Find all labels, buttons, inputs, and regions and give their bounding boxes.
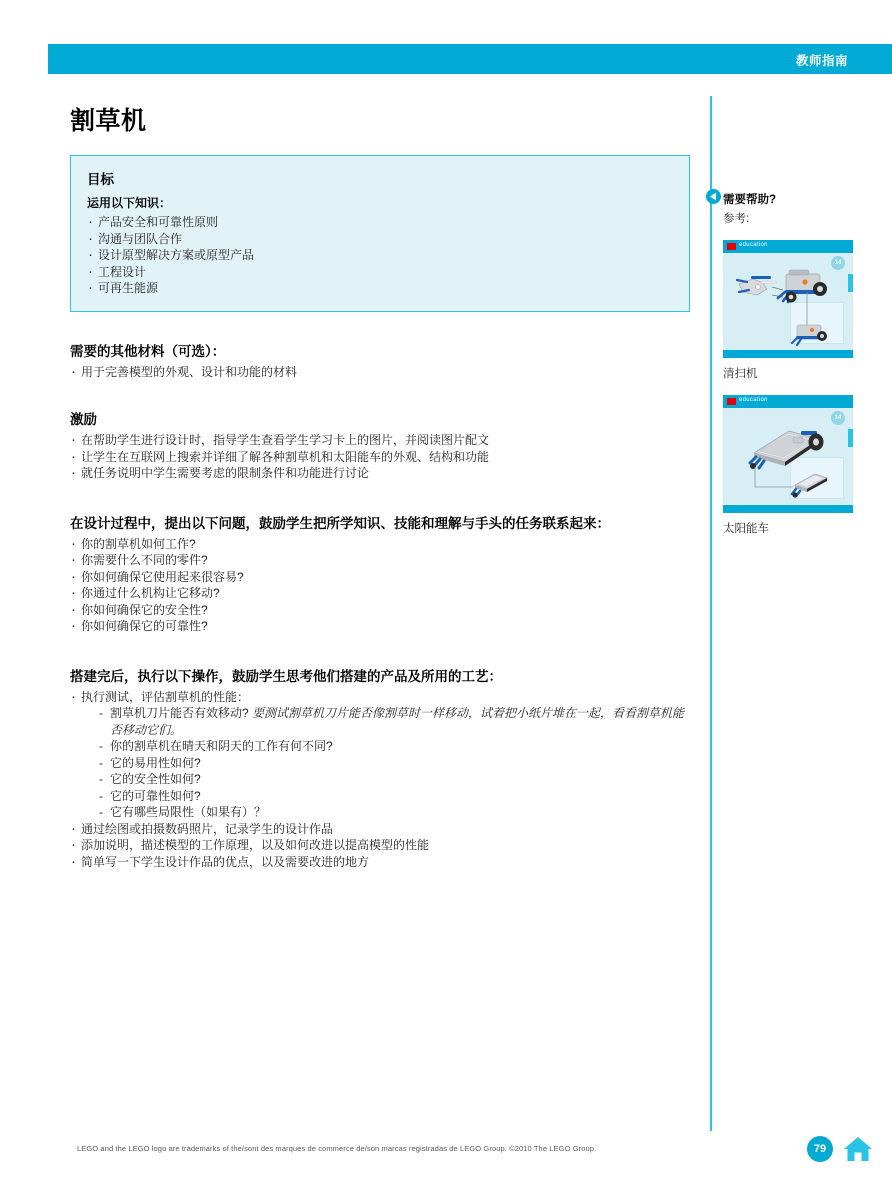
- solar-car-model-illustration: [723, 395, 853, 513]
- list-item: · 就任务说明中学生需要考虑的限制条件和功能进行讨论: [70, 465, 690, 482]
- sub-item-note: 要测试割草机刀片能否像割草时一样移动，试着把小纸片堆在一起，看看割草机能否移动它们。: [110, 706, 685, 737]
- play-arrow-icon: [706, 189, 721, 204]
- section-heading: 激励: [70, 412, 97, 427]
- section-after-building: [70, 667, 690, 871]
- home-icon[interactable]: [843, 1134, 873, 1164]
- list-item: · 你如何确保它使用起来很容易?: [70, 569, 690, 586]
- objective-heading: 目标: [87, 172, 114, 187]
- list-item: · 在帮助学生进行设计时，指导学生查看学生学习卡上的图片，并阅读图片配文: [70, 432, 690, 449]
- thumbnail-brand: education: [739, 242, 768, 248]
- section-list: [70, 364, 690, 381]
- list-item: · 你如何确保它的安全性?: [70, 602, 690, 619]
- list-item: - 它的易用性如何?: [99, 755, 690, 772]
- list-item: · 你的割草机如何工作?: [70, 536, 690, 553]
- objective-subheading: 运用以下知识：: [87, 196, 172, 210]
- section-heading: 在设计过程中，提出以下问题，鼓励学生把所学知识、技能和理解与手头的任务联系起来：: [70, 515, 610, 531]
- sweeper-model-illustration: [723, 240, 853, 358]
- list-item: [70, 689, 690, 821]
- header-band: [48, 44, 892, 74]
- list-item: - 你的割草机在晴天和阴天的工作有何不同?: [99, 738, 690, 755]
- section-additional-materials: [70, 342, 690, 381]
- thumbnail-bottom-bar: [723, 350, 853, 358]
- header-title: 教师指南: [795, 54, 848, 68]
- list-item: · 产品安全和可靠性原则: [87, 214, 673, 231]
- page-title: 割草机: [70, 107, 147, 135]
- list-item: · 你如何确保它的可靠性?: [70, 618, 690, 635]
- thumbnail-step-badge: 14: [831, 256, 845, 270]
- list-item: · 沟通与团队合作: [87, 231, 673, 248]
- thumbnail-image[interactable]: [723, 395, 853, 513]
- page-number-badge: 79: [807, 1136, 833, 1162]
- reference-label: 参考:: [723, 213, 750, 225]
- section-design-questions: [70, 514, 690, 635]
- section-motivation: [70, 410, 690, 482]
- build-list: [70, 689, 690, 871]
- list-item: · 设计原型解决方案或原型产品: [87, 247, 673, 264]
- list-item: · 可再生能源: [87, 280, 673, 297]
- section-list: [70, 432, 690, 482]
- thumbnail-caption: 清扫机: [723, 368, 758, 380]
- thumbnail-step-badge: 14: [831, 411, 845, 425]
- need-help-row: [723, 190, 875, 208]
- list-item: [99, 705, 690, 738]
- section-heading: 搭建完后，执行以下操作，鼓励学生思考他们搭建的产品及所用的工艺：: [70, 668, 502, 684]
- list-item: - 它的可靠性如何?: [99, 788, 690, 805]
- thumbnail-bottom-bar: [723, 505, 853, 513]
- reference-thumbnail-1[interactable]: [723, 240, 875, 381]
- thumbnail-caption: 太阳能车: [723, 523, 769, 535]
- list-item: · 你需要什么不同的零件?: [70, 552, 690, 569]
- list-item: · 让学生在互联网上搜索并详细了解各种割草机和太阳能车的外观、结构和功能: [70, 449, 690, 466]
- footer-legal-text: LEGO and the LEGO logo are trademarks of the/sont des marques de commerce de/son marcas registradas de LEGO Group. ©2010 The LEGO Group.: [77, 1144, 597, 1153]
- sub-item-lead: 割草机刀片能否有效移动?: [110, 706, 249, 720]
- build-sub-list: [81, 705, 690, 821]
- list-item: · 添加说明，描述模型的工作原理，以及如何改进以提高模型的性能: [70, 837, 690, 854]
- reference-thumbnail-2[interactable]: [723, 395, 875, 536]
- objective-box: [70, 155, 690, 312]
- list-item: · 你通过什么机构让它移动?: [70, 585, 690, 602]
- list-item: · 工程设计: [87, 264, 673, 281]
- section-list: [70, 536, 690, 635]
- thumbnail-image[interactable]: [723, 240, 853, 358]
- main-content-column: [70, 155, 690, 870]
- list-item-text: 执行测试，评估割草机的性能：: [81, 689, 250, 704]
- list-item: · 用于完善模型的外观、设计和功能的材料: [70, 364, 690, 381]
- column-divider: [710, 96, 712, 1131]
- list-item: - 它的安全性如何?: [99, 771, 690, 788]
- objective-list: [87, 214, 673, 297]
- thumbnail-brand: education: [739, 397, 768, 403]
- list-item: · 简单写一下学生设计作品的优点，以及需要改进的地方: [70, 854, 690, 871]
- list-item: - 它有哪些局限性（如果有）？: [99, 804, 690, 821]
- sidebar: [723, 190, 875, 536]
- section-heading: 需要的其他材料（可选）：: [70, 343, 226, 359]
- need-help-label: 需要帮助?: [723, 194, 777, 206]
- list-item: · 通过绘图或拍摄数码照片，记录学生的设计作品: [70, 821, 690, 838]
